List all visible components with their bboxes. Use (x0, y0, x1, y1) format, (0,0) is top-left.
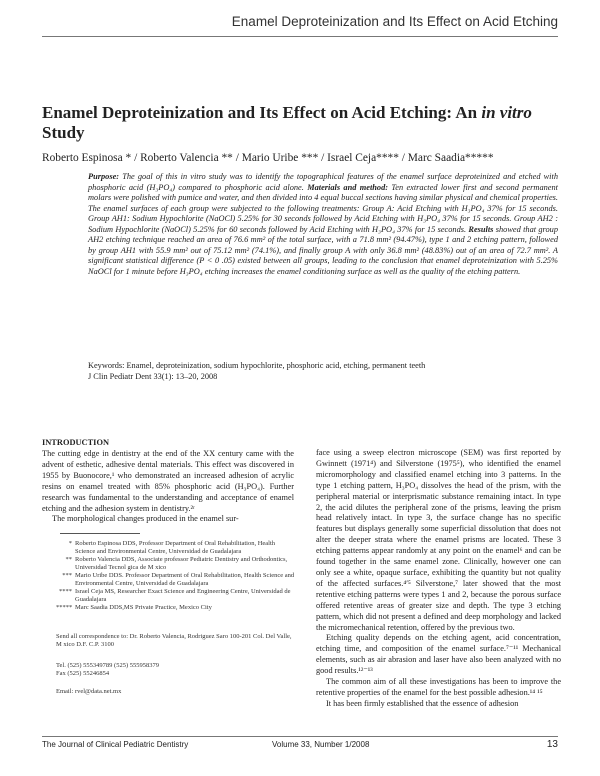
footnote-mark: ***** (56, 604, 73, 611)
footnote-text: Israel Ceja MS, Researcher Exact Science and Engineering Centre, Universidad de Guadalajara (75, 588, 291, 603)
section-heading-introduction: INTRODUCTION (42, 438, 110, 447)
methods-label: Materials and method: (307, 182, 389, 192)
citation: J Clin Pediatr Dent 33(1): 13–20, 2008 (88, 372, 218, 381)
paragraph: The cutting edge in dentistry at the end of the XX century came with the advent of esthetic, adhesive dental materials. This effect was discovered in 1955 by Buonocore,¹ who demonstrated an increased adhesion of acrylic resins on enamel treated with 85% phosphoric acid (H₃PO₄). Further research was fundamental to the understanding and acceptance of enamel etching and the adhesion system in dentistry.²ʳ (42, 449, 294, 513)
footer-rule (42, 736, 558, 737)
footnote-mark: *** (62, 572, 72, 579)
footnote (56, 540, 296, 556)
correspondence: Send all correspondence to: Dr. Roberto Valencia, Rodriguez Saro 100-201 Col. Del Valle, M xico D.F. C.P. 3100 (56, 633, 292, 648)
footnote-text: Roberto Valencia DDS, Associate professor Pediatric Dentistry and Orthodontics, Universidad Tecnol gica de M xico (75, 556, 288, 571)
footnote (56, 604, 296, 612)
volume-info: Volume 33, Number 1/2008 (272, 740, 370, 749)
keywords: Keywords: Enamel, deproteinization, sodium hypochlorite, phosphoric acid, etching, permanent teeth (88, 361, 426, 370)
email: Email: rvel@data.net.mx (56, 688, 122, 695)
paragraph: It has been firmly established that the essence of adhesion (326, 698, 519, 708)
footnote (56, 556, 296, 572)
footnote-mark: * (68, 540, 72, 547)
author-list: Roberto Espinosa * / Roberto Valencia ** / Mario Uribe *** / Israel Ceja**** / Marc Saadia***** (42, 152, 494, 164)
footnote-text: Mario Uribe DDS. Professor Department of Oral Rehabilitation, Health Science and Environmental Centre, Universidad de Guadalajara (75, 572, 295, 587)
results-label: Results (468, 224, 494, 234)
running-header: Enamel Deproteinization and Its Effect on Acid Etching (231, 14, 558, 29)
purpose-text: The goal of this in vitro study was to identify the topographical features of the enamel surface deproteinized and etched with phosphoric acid (H₃PO₄) compared to phosphoric acid alone. (88, 172, 558, 192)
results-text: showed that group AH2 etching technique reached an area of 76.6 mm² of the total surface, with a 71.8 mm² (94.47%), type 1 and 2 etching pattern, followed by group AH1 with 55.9 mm² out of 75.12 mm² (74.1%), and finally group A with only 36.8 mm² (48.83%) out of an area of 72.7 mm². A significant statistical difference (P < 0 .05) existed between all groups, leading to the conclusion that enamel deproteinization with 5.25% NaOCl for 1 minute before H₃PO₄ etching increases the enamel conditioning surface as well as the quality of the etching pattern. (88, 224, 558, 276)
paragraph: The morphological changes produced in the enamel sur- (52, 514, 239, 524)
right-column-body (316, 448, 561, 710)
fax: Fax (525) 55246854 (56, 670, 110, 677)
paragraph: face using a sweep electron microscope (SEM) was first reported by Gwinnett (1971⁴) and Silverstone (1975⁵), who identified the enamel micromorphology and classified enamel etching into 3 patterns. In the type 1 etching pattern, H₃PO₄ dissolves the head of the prism, with the peripheral material or interprismatic substance remaining intact. In type 2, the acid dilutes the peripheral zone of the prisms, leaving the prism head relatively intact. In type 3, the surface change has no specific features but displays generally some superficial dissolution that does not alter the deeper strata where the enamel prisms are located. These 3 etching patterns appear randomly at any point on the enamel⁶ and can be found together in the same enamel zone. Clinically, however one can only see a white, opaque surface, exhibiting the quantity but not quality of the affected surfaces.⁴ʹ⁵ Silverstone,⁷ later showed that the most retentive etching patterns were types 1 and 2, because the porous surface offered retentive areas of greater size and depth. The type 3 etching pattern, which did not present a defined and deep morphology and lacked the micromechanical retention, offered by the previous two. (316, 448, 561, 632)
left-column-body (42, 449, 294, 525)
footnote-mark: **** (59, 588, 72, 595)
footnotes (56, 540, 296, 612)
footnote-text: Marc Saadia DDS,MS Private Practice, Mexico City (75, 604, 212, 611)
purpose-label: Purpose: (88, 172, 120, 181)
abstract (88, 172, 558, 277)
journal-name: The Journal of Clinical Pediatric Dentistry (42, 740, 189, 749)
footnote-rule (60, 533, 140, 534)
telephone: Tel. (525) 555349789 (525) 555958379 (56, 662, 159, 669)
page-number: 13 (546, 739, 558, 750)
methods-text: Ten extracted lower first and second permanent molars were polished with pumice and water, and then divided into 4 equal buccal sections having similar physical and chemical properties. The enamel surfaces of each group were subjected to the following treatments: Group A: Acid Etching with H₃PO₄ 37% for 15 seconds. Group AH1: Sodium Hypochlorite (NaOCl) 5.25% for 30 seconds followed by Acid Etching with H₃PO₄ 37% for 15 seconds. Group AH2 : Sodium Hypochlorite (NaOCl) 5.25% for 60 seconds followed by Acid Etching with H₃PO₄ 37% for 15 seconds. (88, 182, 558, 234)
title-italic: in vitro (481, 103, 532, 122)
footnote-mark: ** (65, 556, 72, 563)
article-title (42, 103, 542, 143)
footnote-text: Roberto Espinosa DDS, Professor Department of Oral Rehabilitation, Health Science and Environmental Centre, Universidad de Guadalajara (75, 540, 276, 555)
paragraph: The common aim of all these investigations has been to improve the retentive properties of the enamel for the best possible adhesion.¹⁴ ¹⁵ (316, 677, 561, 697)
header-rule (42, 36, 558, 37)
title-main: Enamel Deproteinization and Its Effect on Acid Etching: An (42, 103, 482, 122)
footnote (56, 588, 296, 604)
paragraph: Etching quality depends on the etching agent, acid concentration, etching time, and composition of the enamel surface.⁷⁻¹¹ Mechanical elements, such as air abrasion and laser have also been analyzed with no good results.¹²⁻¹³ (316, 633, 561, 676)
footnote (56, 572, 296, 588)
title-end: Study (42, 123, 85, 142)
